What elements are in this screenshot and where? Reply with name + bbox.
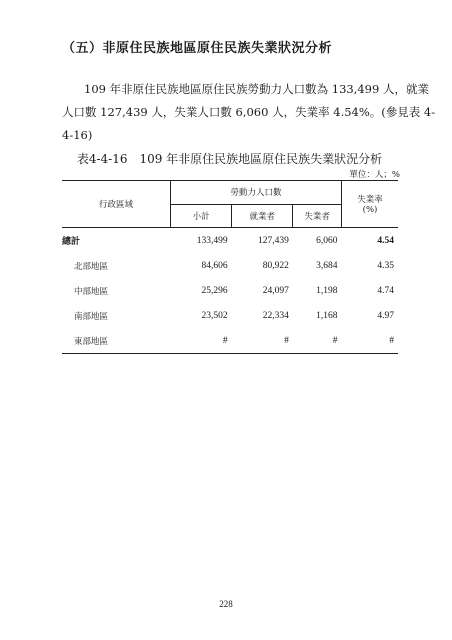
table-title: 表4-4-16 109 年非原住民族地區原住民族失業狀況分析 <box>76 152 383 166</box>
header-labor-force: 勞動力人口數 <box>171 181 342 205</box>
row-employed: # <box>232 328 293 354</box>
row-employed: 80,922 <box>262 260 289 271</box>
row-unemployed: # <box>293 328 342 354</box>
row-region: 東部地區 <box>62 328 171 354</box>
row-subtotal: # <box>171 328 232 354</box>
row-region: 中部地區 <box>74 286 109 297</box>
row-employed: 22,334 <box>262 310 289 321</box>
row-rate: # <box>342 328 399 354</box>
table-row-total <box>62 228 398 254</box>
row-unemployed: 6,060 <box>316 235 338 246</box>
header-unemployment-rate <box>342 181 399 228</box>
header-subtotal: 小計 <box>171 204 232 228</box>
row-unemployed: 1,168 <box>316 310 338 321</box>
header-employed: 就業者 <box>232 204 293 228</box>
row-employed: 24,097 <box>262 285 289 296</box>
table-unit-note: 單位：人；% <box>349 170 400 180</box>
header-rate-unit: (%) <box>362 205 378 215</box>
row-rate: 4.54 <box>377 235 394 246</box>
paragraph-line-1: 109 年非原住民族地區原住民族勞動力人口數為 133,499 人，就業 <box>84 82 429 96</box>
paragraph-line-2: 人口數 127,439 人，失業人口數 6,060 人，失業率 4.54%。(參見表 4- <box>62 105 436 119</box>
row-region: 南部地區 <box>74 311 109 322</box>
row-subtotal: 84,606 <box>201 260 228 271</box>
row-employed: 127,439 <box>257 235 289 246</box>
row-subtotal: 23,502 <box>201 310 228 321</box>
row-rate: 4.35 <box>377 260 394 271</box>
row-unemployed: 3,684 <box>316 260 338 271</box>
row-subtotal: 25,296 <box>201 285 228 296</box>
row-region: 總計 <box>62 237 81 247</box>
table-row <box>62 303 398 328</box>
row-region: 北部地區 <box>74 261 109 272</box>
header-unemployed: 失業者 <box>293 204 342 228</box>
section-heading: （五）非原住民族地區原住民族失業狀況分析 <box>62 41 333 56</box>
page-number: 228 <box>219 599 233 609</box>
summary-paragraph <box>62 78 436 147</box>
header-region: 行政區域 <box>62 181 171 228</box>
table-row <box>62 253 398 278</box>
table-row <box>62 278 398 303</box>
row-rate: 4.74 <box>377 285 394 296</box>
row-subtotal: 133,499 <box>196 235 228 246</box>
paragraph-line-3: 4-16) <box>62 128 93 142</box>
table-row <box>62 328 398 354</box>
unemployment-table <box>62 180 398 354</box>
row-unemployed: 1,198 <box>316 285 338 296</box>
row-rate: 4.97 <box>377 310 394 321</box>
header-rate-label: 失業率 <box>357 195 383 205</box>
